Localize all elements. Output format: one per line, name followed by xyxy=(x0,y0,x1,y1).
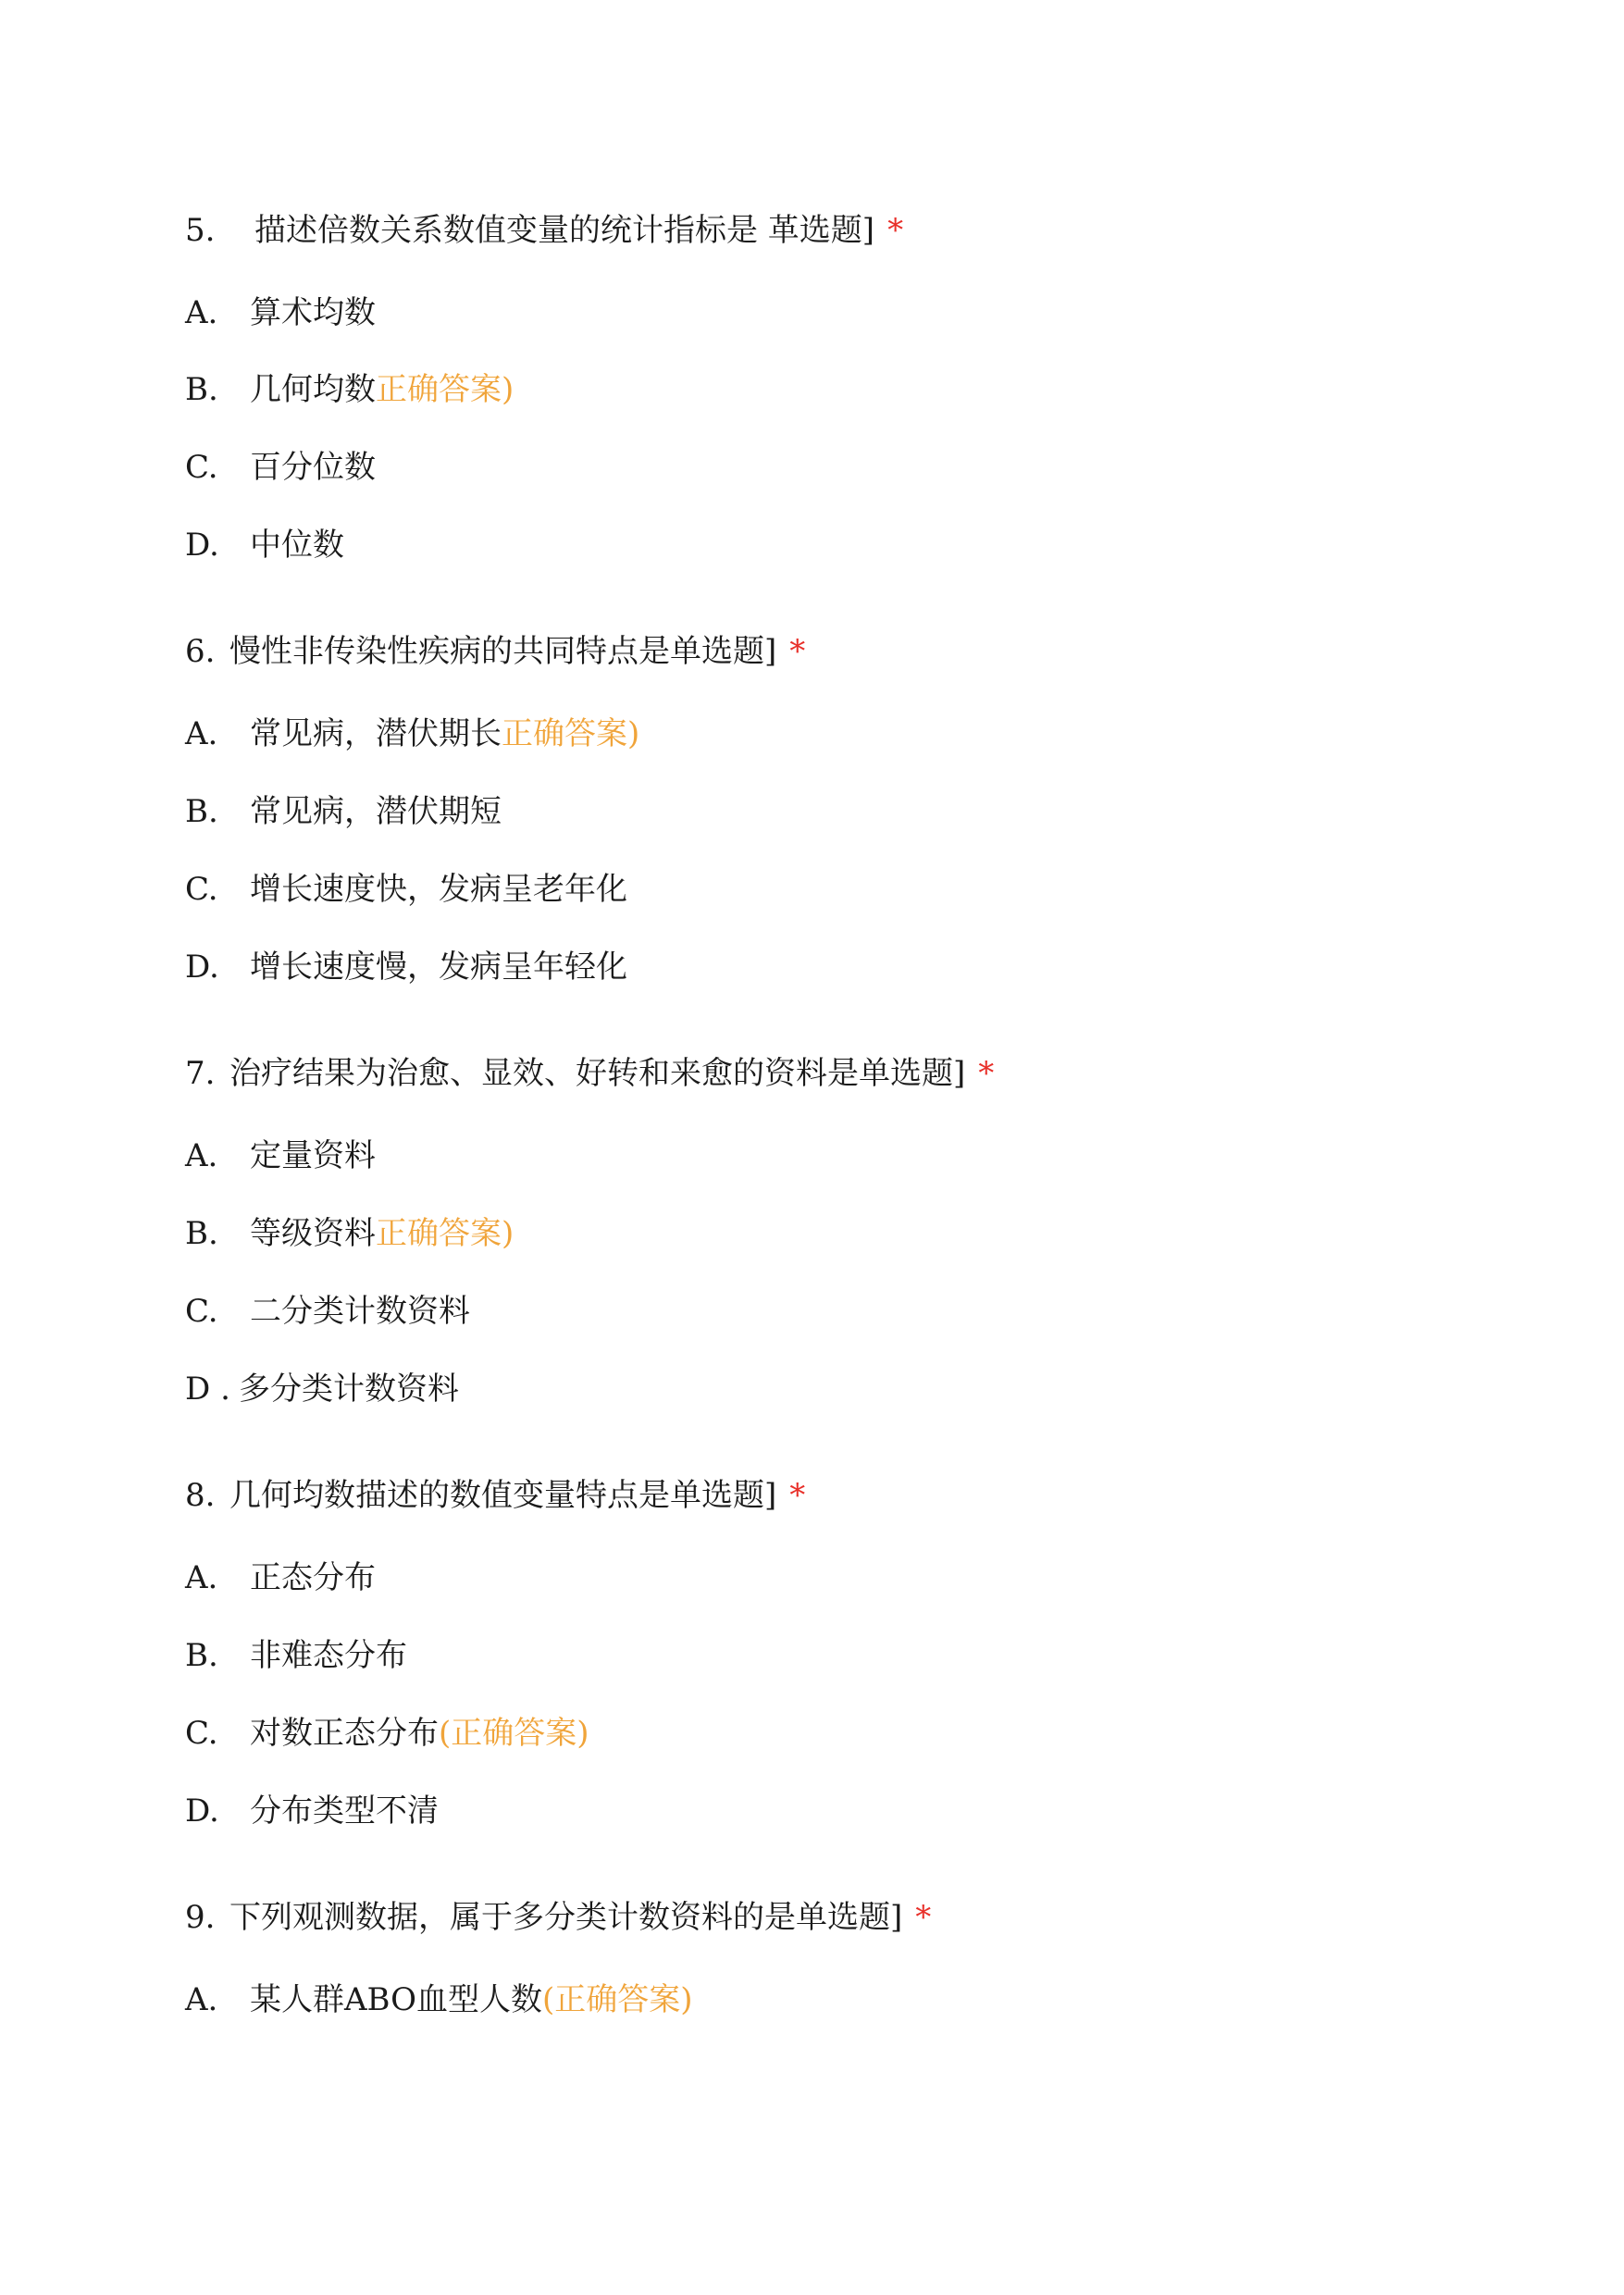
question-text: 描述倍数关系数值变量的统计指标是 革选题] xyxy=(254,212,875,249)
option-text: 等级资料 xyxy=(250,1215,376,1252)
question-number: 5. xyxy=(185,212,216,249)
option-text: 正态分布 xyxy=(250,1559,376,1596)
option-letter: C. xyxy=(185,449,218,486)
question-text: 慢性非传染性疾病的共同特点是单选题] xyxy=(229,633,777,670)
question-7-option-a xyxy=(185,1134,376,1178)
question-5-stem xyxy=(185,208,903,253)
option-letter: B. xyxy=(185,1215,218,1252)
question-5-option-a xyxy=(185,291,376,335)
correct-answer-mark: 正确答案) xyxy=(502,715,640,752)
option-letter: D . xyxy=(185,1371,230,1408)
required-asterisk: * xyxy=(789,633,806,670)
question-5-option-b xyxy=(185,367,514,412)
question-text: 治疗结果为治愈、显效、好转和来愈的资料是单选题] xyxy=(229,1055,966,1092)
required-asterisk: * xyxy=(915,1899,932,1936)
question-number: 9. xyxy=(185,1899,216,1936)
question-6-option-b xyxy=(185,789,502,834)
option-text: 某人群ABO血型人数 xyxy=(250,1981,543,2018)
option-letter: D. xyxy=(185,527,219,564)
question-7-option-c xyxy=(185,1289,470,1334)
option-letter: B. xyxy=(185,793,218,830)
question-5-option-d xyxy=(185,523,344,567)
option-text: 增长速度快，发病呈老年化 xyxy=(250,871,627,908)
option-text: 增长速度慢，发病呈年轻化 xyxy=(250,949,627,986)
question-number: 8. xyxy=(185,1477,216,1514)
question-8-option-a xyxy=(185,1556,376,1600)
question-8-option-c xyxy=(185,1711,589,1755)
question-number: 6. xyxy=(185,633,216,670)
option-text: 常见病，潜伏期短 xyxy=(250,793,502,830)
question-7-option-d xyxy=(185,1367,459,1411)
required-asterisk: * xyxy=(789,1477,806,1514)
question-text: 下列观测数据，属于多分类计数资料的是单选题] xyxy=(229,1899,903,1936)
option-letter: A. xyxy=(185,715,218,752)
question-6-stem xyxy=(185,629,805,674)
option-letter: A. xyxy=(185,1981,218,2018)
option-text: 非难态分布 xyxy=(250,1637,407,1674)
required-asterisk: * xyxy=(978,1055,995,1092)
correct-answer-mark: (正确答案) xyxy=(439,1715,589,1752)
option-text: 多分类计数资料 xyxy=(239,1371,459,1408)
question-6-option-a xyxy=(185,712,639,756)
correct-answer-mark: 正确答案) xyxy=(376,1215,514,1252)
option-letter: D. xyxy=(185,949,219,986)
question-8-option-b xyxy=(185,1633,407,1678)
option-letter: C. xyxy=(185,1293,218,1330)
option-letter: B. xyxy=(185,1637,218,1674)
question-6-option-d xyxy=(185,945,627,989)
option-letter: A. xyxy=(185,294,218,331)
option-letter: C. xyxy=(185,871,218,908)
required-asterisk: * xyxy=(887,212,904,249)
option-text: 对数正态分布 xyxy=(250,1715,439,1752)
question-8-stem xyxy=(185,1473,805,1518)
option-letter: A. xyxy=(185,1559,218,1596)
option-letter: C. xyxy=(185,1715,218,1752)
option-text: 常见病，潜伏期长 xyxy=(250,715,502,752)
correct-answer-mark: (正确答案) xyxy=(542,1981,693,2018)
option-text: 算术均数 xyxy=(250,294,376,331)
option-text: 二分类计数资料 xyxy=(250,1293,470,1330)
option-text: 定量资料 xyxy=(250,1137,376,1174)
option-text: 分布类型不清 xyxy=(250,1793,439,1830)
question-5-option-c xyxy=(185,445,376,490)
question-9-stem xyxy=(185,1895,931,1940)
option-text: 中位数 xyxy=(250,527,344,564)
question-9-option-a xyxy=(185,1978,693,2022)
option-letter: B. xyxy=(185,371,218,408)
correct-answer-mark: 正确答案) xyxy=(376,371,514,408)
option-text: 几何均数 xyxy=(250,371,376,408)
option-letter: A. xyxy=(185,1137,218,1174)
question-8-option-d xyxy=(185,1789,439,1833)
question-text: 几何均数描述的数值变量特点是单选题] xyxy=(229,1477,777,1514)
question-number: 7. xyxy=(185,1055,216,1092)
question-6-option-c xyxy=(185,867,627,912)
option-letter: D. xyxy=(185,1793,219,1830)
question-7-stem xyxy=(185,1051,994,1096)
question-7-option-b xyxy=(185,1211,514,1256)
option-text: 百分位数 xyxy=(250,449,376,486)
